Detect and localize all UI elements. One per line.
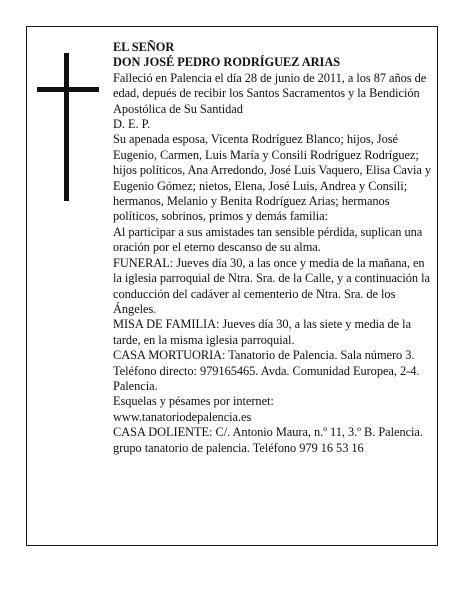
obituary-frame <box>26 26 438 546</box>
dep-line: D. E. P. <box>113 117 151 132</box>
funeral-paragraph: FUNERAL: Jueves día 30, a las once y media de la mañana, en la iglesia parroquial de Ntra. Sra. de la Calle, y a continuación la conducción del cadáver al cementerio de Ntra. Sra. de los Ángeles. <box>113 255 430 316</box>
family-paragraph: Su apenada esposa, Vicenta Rodríguez Blanco; hijos, José Eugenio, Carmen, Luis María y Consili Rodríguez Rodríguez; hijos políticos, Ana Arredondo, José Luis Vaquero, Elisa Cavia y Eugenio Gómez; nietos, Elena, José Luis, Andrea y Consili; hermanos, Melanio y Benita Rodríguez Arias; hermanos políticos, sobrinos, primos y demás familia: <box>113 132 431 224</box>
mortuary-paragraph: CASA MORTUORIA: Tanatorio de Palencia. Sala número 3. Teléfono directo: 979165465. Avda. Comunidad Europea, 2-4. Palencia. <box>113 348 420 393</box>
group-line: grupo tanatorio de palencia. Teléfono 979 16 53 16 <box>113 440 364 455</box>
heading: EL SEÑOR <box>113 40 175 54</box>
cross-icon <box>37 53 99 201</box>
death-paragraph: Falleció en Palencia el día 28 de junio de 2011, a los 87 años de edad, depués de recibir los Santos Sacramentos y la Bendición Apostólica de Su Santidad <box>113 70 427 116</box>
obituary-text <box>113 40 431 456</box>
mass-paragraph: MISA DE FAMILIA: Jueves día 30, a las siete y media de la tarde, en la misma iglesia parroquial. <box>113 317 412 347</box>
internet-label: Esquelas y pésames por internet: <box>113 394 274 409</box>
deceased-name: DON JOSÉ PEDRO RODRÍGUEZ ARIAS <box>113 55 341 70</box>
internet-url: www.tanatoriodepalencia.es <box>113 409 252 424</box>
home-paragraph: CASA DOLIENTE: C/. Antonio Maura, n.º 11, 3.º B. Palencia. <box>113 425 423 440</box>
request-paragraph: Al participar a sus amistades tan sensible pérdida, suplican una oración por el eterno descanso de su alma. <box>113 224 423 255</box>
